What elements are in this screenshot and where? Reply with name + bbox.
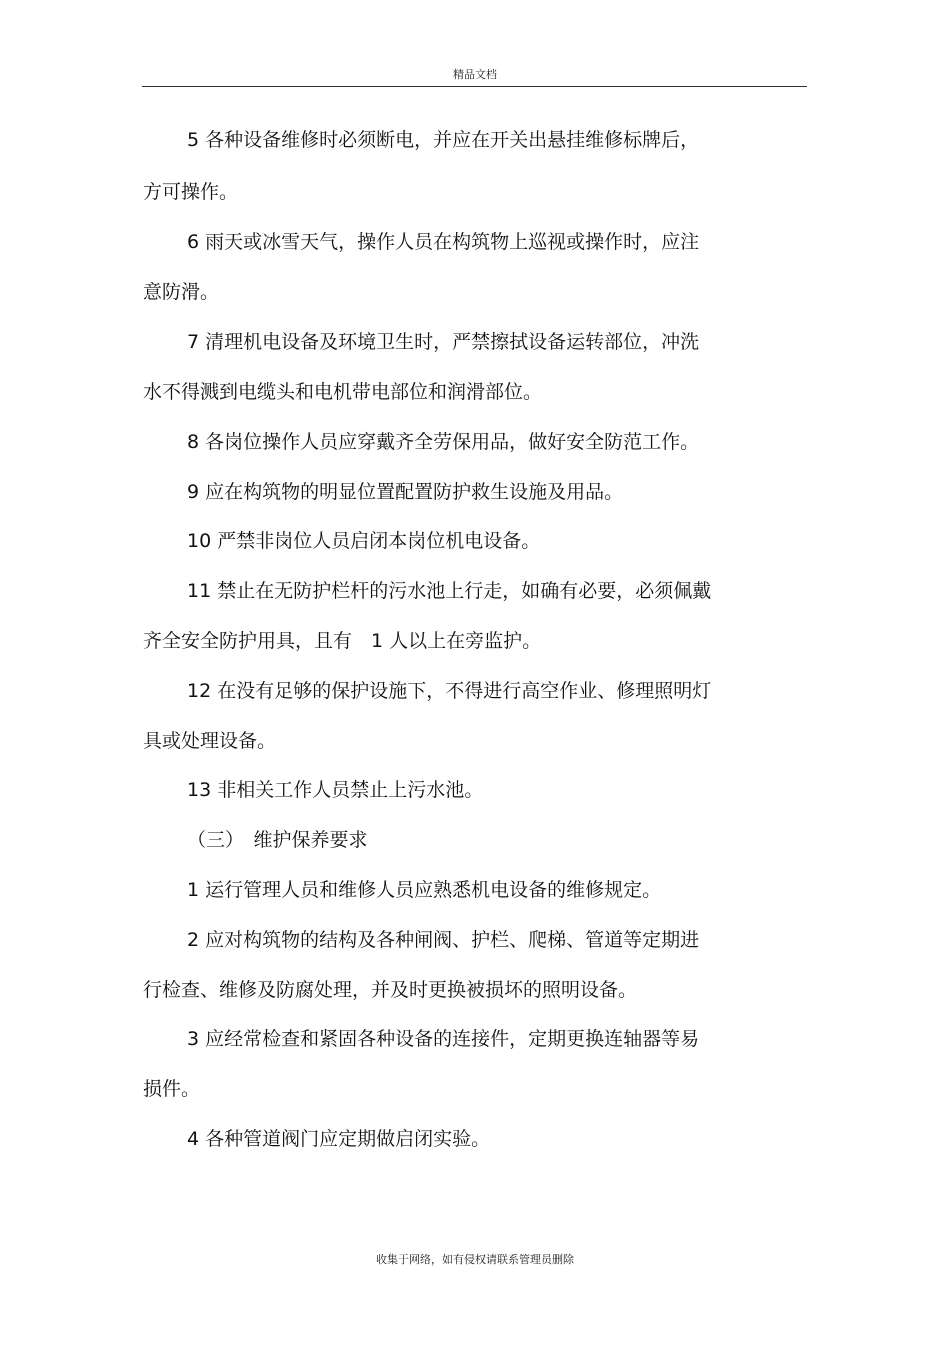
page-header: 精品文档 bbox=[453, 68, 497, 81]
paragraph-line: 水不得溅到电缆头和电机带电部位和润滑部位。 bbox=[143, 381, 543, 403]
paragraph-line: 齐全安全防护用具，且有 1 人以上在旁监护。 bbox=[143, 630, 542, 652]
paragraph-line: 4 各种管道阀门应定期做启闭实验。 bbox=[187, 1128, 491, 1150]
paragraph-line: 6 雨天或冰雪天气，操作人员在构筑物上巡视或操作时，应注 bbox=[187, 231, 700, 253]
paragraph-line: 11 禁止在无防护栏杆的污水池上行走，如确有必要，必须佩戴 bbox=[187, 580, 712, 602]
paragraph-line: 2 应对构筑物的结构及各种闸阀、护栏、爬梯、管道等定期进 bbox=[187, 929, 700, 951]
header-divider bbox=[142, 86, 807, 87]
paragraph-line: 5 各种设备维修时必须断电，并应在开关出悬挂维修标牌后， bbox=[187, 129, 700, 151]
paragraph-line: 意防滑。 bbox=[143, 281, 220, 303]
paragraph-line: 损件。 bbox=[143, 1078, 201, 1100]
paragraph-line: 10 严禁非岗位人员启闭本岗位机电设备。 bbox=[187, 530, 541, 552]
paragraph-line: 具或处理设备。 bbox=[143, 730, 277, 752]
paragraph-line: 7 清理机电设备及环境卫生时，严禁擦拭设备运转部位，冲洗 bbox=[187, 331, 700, 353]
paragraph-line: 12 在没有足够的保护设施下，不得进行高空作业、修理照明灯 bbox=[187, 680, 712, 702]
paragraph-line: 行检查、维修及防腐处理，并及时更换被损坏的照明设备。 bbox=[143, 979, 638, 1001]
page-footer: 收集于网络，如有侵权请联系管理员删除 bbox=[376, 1253, 574, 1266]
paragraph-line: 9 应在构筑物的明显位置配置防护救生设施及用品。 bbox=[187, 481, 624, 503]
paragraph-line: 1 运行管理人员和维修人员应熟悉机电设备的维修规定。 bbox=[187, 879, 662, 901]
paragraph-line: 8 各岗位操作人员应穿戴齐全劳保用品，做好安全防范工作。 bbox=[187, 431, 700, 453]
section-heading: （三） 维护保养要求 bbox=[187, 829, 368, 851]
paragraph-line: 3 应经常检查和紧固各种设备的连接件，定期更换连轴器等易 bbox=[187, 1028, 700, 1050]
paragraph-line: 13 非相关工作人员禁止上污水池。 bbox=[187, 779, 484, 801]
paragraph-line: 方可操作。 bbox=[143, 181, 239, 203]
